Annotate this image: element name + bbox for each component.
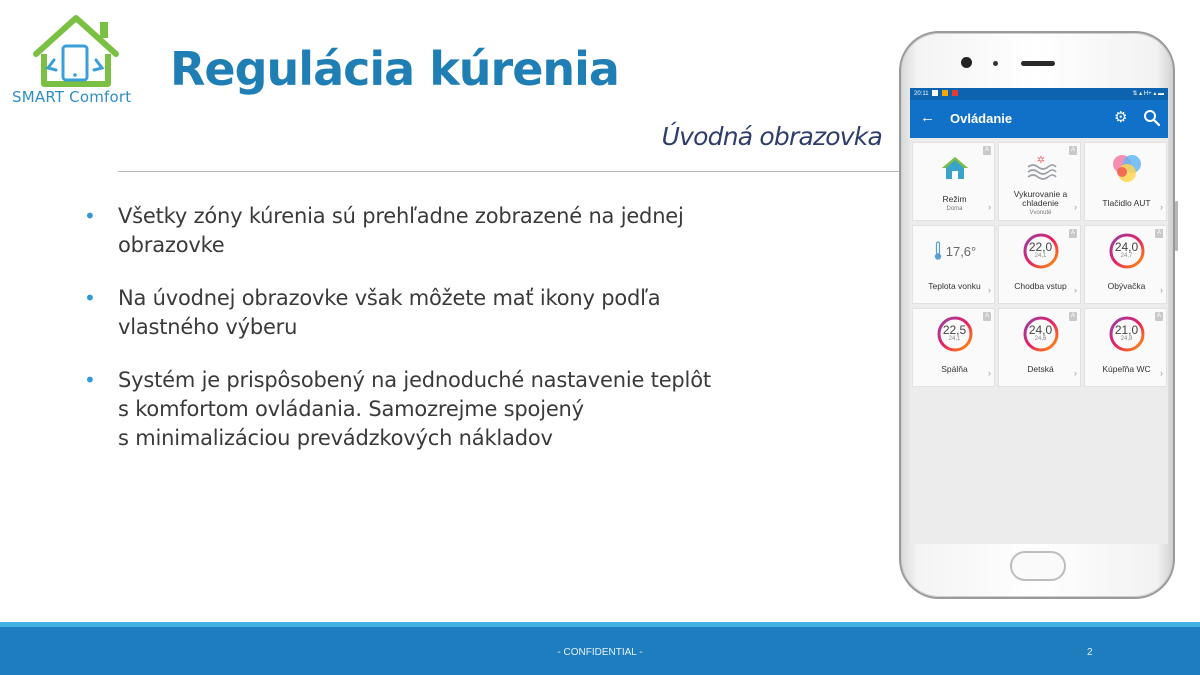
tile-badge: A bbox=[984, 147, 989, 153]
chevron-right-icon: › bbox=[1074, 202, 1077, 212]
tile-label: Vykurovanie a chladenie bbox=[1013, 189, 1068, 208]
bullet-dot-icon: • bbox=[84, 204, 96, 228]
status-indicators: ⇅ ▴ H+ ▴ ▬ bbox=[1132, 91, 1164, 97]
bullet-dot-icon: • bbox=[84, 368, 96, 392]
tile-badge: A bbox=[1070, 147, 1075, 153]
house-phone-logo-icon bbox=[8, 12, 148, 92]
setpoint-value: 24,6 bbox=[1034, 336, 1047, 342]
tile-obyvacka[interactable] bbox=[1084, 225, 1167, 304]
room-temperature-value: 24,0 bbox=[1114, 240, 1139, 254]
proximity-sensor bbox=[993, 61, 998, 66]
tile-teplota-vonku[interactable] bbox=[912, 225, 995, 304]
title-divider bbox=[118, 171, 900, 172]
chevron-right-icon: › bbox=[1160, 368, 1163, 378]
setpoint-value: 24,1 bbox=[1034, 253, 1047, 259]
color-circles-icon bbox=[1110, 152, 1144, 184]
tile-label: Kúpeľňa WC bbox=[1102, 364, 1151, 374]
room-temperature-value: 22,0 bbox=[1028, 240, 1053, 254]
chevron-right-icon: › bbox=[1074, 285, 1077, 295]
tile-badge: A bbox=[984, 313, 989, 319]
bullet-item bbox=[84, 202, 844, 260]
bullet-text: Systém je prispôsobený na jednoduché nastavenie teplôt s komfortom ovládania. Samozrejme spojený s minimalizáciou prevádzkových nákladov bbox=[118, 368, 711, 450]
status-time: 20:11 bbox=[914, 91, 929, 97]
tile-badge: A bbox=[1070, 230, 1075, 236]
chevron-right-icon: › bbox=[1160, 285, 1163, 295]
chevron-right-icon: › bbox=[1160, 202, 1163, 212]
heat-cool-icon bbox=[1024, 153, 1058, 183]
chevron-right-icon: › bbox=[1074, 368, 1077, 378]
bullet-item bbox=[84, 366, 844, 453]
phone-screen bbox=[910, 88, 1168, 544]
app-bar-title: Ovládanie bbox=[950, 111, 1013, 126]
setpoint-value: 24,7 bbox=[1120, 253, 1133, 259]
thermostat-ring-icon bbox=[1108, 232, 1146, 270]
tile-rezim[interactable] bbox=[912, 142, 995, 221]
tile-label: Režim bbox=[942, 194, 967, 204]
arrow-left-icon[interactable]: ← bbox=[920, 109, 935, 126]
room-temperature-value: 21,0 bbox=[1114, 323, 1139, 337]
tile-spalna[interactable] bbox=[912, 308, 995, 387]
outdoor-temperature-value: 17,6° bbox=[945, 243, 977, 259]
house-icon bbox=[940, 155, 970, 181]
tile-tlacidlo-aut[interactable] bbox=[1084, 142, 1167, 221]
tile-sublabel: Doma bbox=[946, 206, 963, 212]
notification-icon bbox=[932, 90, 938, 96]
phone-side-button bbox=[1175, 201, 1178, 251]
room-temperature-value: 24,0 bbox=[1028, 323, 1053, 337]
tile-label: Detská bbox=[1027, 364, 1054, 374]
slide-title: Regulácia kúrenia bbox=[170, 42, 619, 96]
phone-mockup bbox=[899, 31, 1175, 599]
tile-label: Teplota vonku bbox=[928, 281, 981, 291]
app-bar bbox=[910, 100, 1168, 138]
tile-label: Obývačka bbox=[1107, 281, 1146, 291]
thermostat-ring-icon bbox=[1022, 315, 1060, 353]
tile-kupelna-wc[interactable] bbox=[1084, 308, 1167, 387]
search-icon[interactable] bbox=[1142, 108, 1162, 128]
bullet-dot-icon: • bbox=[84, 286, 96, 310]
chevron-right-icon: › bbox=[988, 368, 991, 378]
setpoint-value: 24,1 bbox=[948, 336, 961, 342]
status-bar bbox=[910, 88, 1168, 100]
tile-label: Tlačidlo AUT bbox=[1102, 198, 1151, 208]
room-temperature-value: 22,5 bbox=[942, 323, 967, 337]
thermostat-ring-icon bbox=[1108, 315, 1146, 353]
tile-badge: A bbox=[1156, 313, 1161, 319]
bullet-item bbox=[84, 284, 844, 342]
logo-text: SMART Comfort bbox=[12, 88, 132, 106]
bullet-text: Všetky zóny kúrenia sú prehľadne zobrazené na jednej obrazovke bbox=[118, 204, 684, 257]
thermometer-icon bbox=[933, 241, 943, 261]
tile-detska[interactable] bbox=[998, 308, 1081, 387]
phone-home-button bbox=[1010, 551, 1066, 581]
chevron-right-icon: › bbox=[988, 285, 991, 295]
front-camera-icon bbox=[961, 57, 972, 68]
slide-subtitle: Úvodná obrazovka bbox=[661, 122, 882, 151]
slide-footer bbox=[0, 627, 1200, 675]
bullet-text: Na úvodnej obrazovke však môžete mať ikony podľa vlastného výberu bbox=[118, 286, 661, 339]
setpoint-value: 24,8 bbox=[1120, 336, 1133, 342]
gear-icon[interactable]: ⚙ bbox=[1114, 109, 1128, 126]
thermostat-ring-icon bbox=[936, 315, 974, 353]
tile-sublabel: Vvonuté bbox=[1029, 210, 1052, 216]
bullet-list bbox=[84, 202, 844, 477]
thermostat-ring-icon bbox=[1022, 232, 1060, 270]
notification-icon bbox=[942, 90, 948, 96]
confidential-label: - CONFIDENTIAL - bbox=[557, 647, 643, 658]
earpiece-speaker bbox=[1021, 61, 1055, 66]
page-number: 2 bbox=[1087, 647, 1093, 658]
tile-label: Chodba vstup bbox=[1014, 281, 1067, 291]
chevron-right-icon: › bbox=[988, 202, 991, 212]
svg-text:✲: ✲ bbox=[1036, 155, 1045, 166]
tile-label: Spálňa bbox=[941, 364, 968, 374]
tile-badge: A bbox=[1070, 313, 1075, 319]
tile-chodba-vstup[interactable] bbox=[998, 225, 1081, 304]
tile-badge: A bbox=[1156, 230, 1161, 236]
notification-icon bbox=[952, 90, 958, 96]
tile-vykurovanie[interactable] bbox=[998, 142, 1081, 221]
